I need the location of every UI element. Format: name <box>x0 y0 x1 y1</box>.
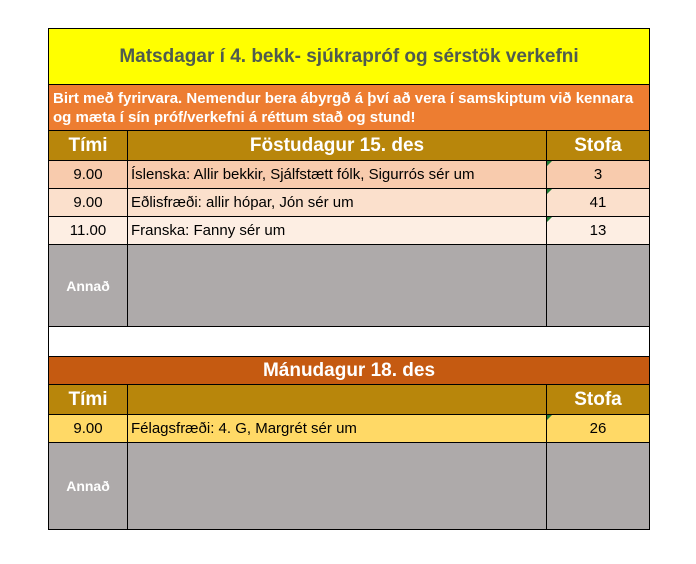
other-row <box>48 443 650 530</box>
comment-indicator-icon <box>547 161 552 166</box>
spacer-row <box>48 327 650 357</box>
col-time-header[interactable]: Tími <box>48 131 128 161</box>
notice-text[interactable]: Birt með fyrirvara. Nemendur bera ábyrgð á því að vera í samskiptum við kennara og mæta í sín próf/verkefni á réttum stað og stund! <box>48 85 650 131</box>
table-row <box>48 161 650 189</box>
time-cell[interactable]: 9.00 <box>48 415 128 443</box>
table-row <box>48 217 650 245</box>
other-label[interactable]: Annað <box>48 443 128 530</box>
time-cell[interactable]: 9.00 <box>48 189 128 217</box>
other-description-cell[interactable] <box>128 245 547 327</box>
room-cell[interactable]: 3 <box>547 161 650 189</box>
comment-indicator-icon <box>547 189 552 194</box>
description-cell[interactable]: Eðlisfræði: allir hópar, Jón sér um <box>128 189 547 217</box>
other-description-cell[interactable] <box>128 443 547 530</box>
section1-header-row <box>48 131 650 161</box>
room-cell[interactable]: 13 <box>547 217 650 245</box>
blank-header-cell[interactable] <box>128 385 547 415</box>
comment-indicator-icon <box>547 415 552 420</box>
notice-row <box>48 85 650 131</box>
room-cell[interactable]: 41 <box>547 189 650 217</box>
other-room-cell[interactable] <box>547 443 650 530</box>
description-cell[interactable]: Franska: Fanny sér um <box>128 217 547 245</box>
other-label[interactable]: Annað <box>48 245 128 327</box>
time-cell[interactable]: 11.00 <box>48 217 128 245</box>
other-room-cell[interactable] <box>547 245 650 327</box>
table-row <box>48 189 650 217</box>
description-cell[interactable]: Félagsfræði: 4. G, Margrét sér um <box>128 415 547 443</box>
day-header[interactable]: Mánudagur 18. des <box>48 357 650 385</box>
other-row <box>48 245 650 327</box>
col-room-header[interactable]: Stofa <box>547 131 650 161</box>
table-row <box>48 415 650 443</box>
title-row <box>48 28 650 85</box>
time-cell[interactable]: 9.00 <box>48 161 128 189</box>
day-header[interactable]: Föstudagur 15. des <box>128 131 547 161</box>
comment-indicator-icon <box>547 217 552 222</box>
page-title[interactable]: Matsdagar í 4. bekk- sjúkrapróf og sérstök verkefni <box>48 28 650 85</box>
section2-header-row <box>48 385 650 415</box>
room-cell[interactable]: 26 <box>547 415 650 443</box>
section2-day-row <box>48 357 650 385</box>
schedule-sheet <box>48 28 650 530</box>
col-time-header[interactable]: Tími <box>48 385 128 415</box>
description-cell[interactable]: Íslenska: Allir bekkir, Sjálfstætt fólk, Sigurrós sér um <box>128 161 547 189</box>
col-room-header[interactable]: Stofa <box>547 385 650 415</box>
